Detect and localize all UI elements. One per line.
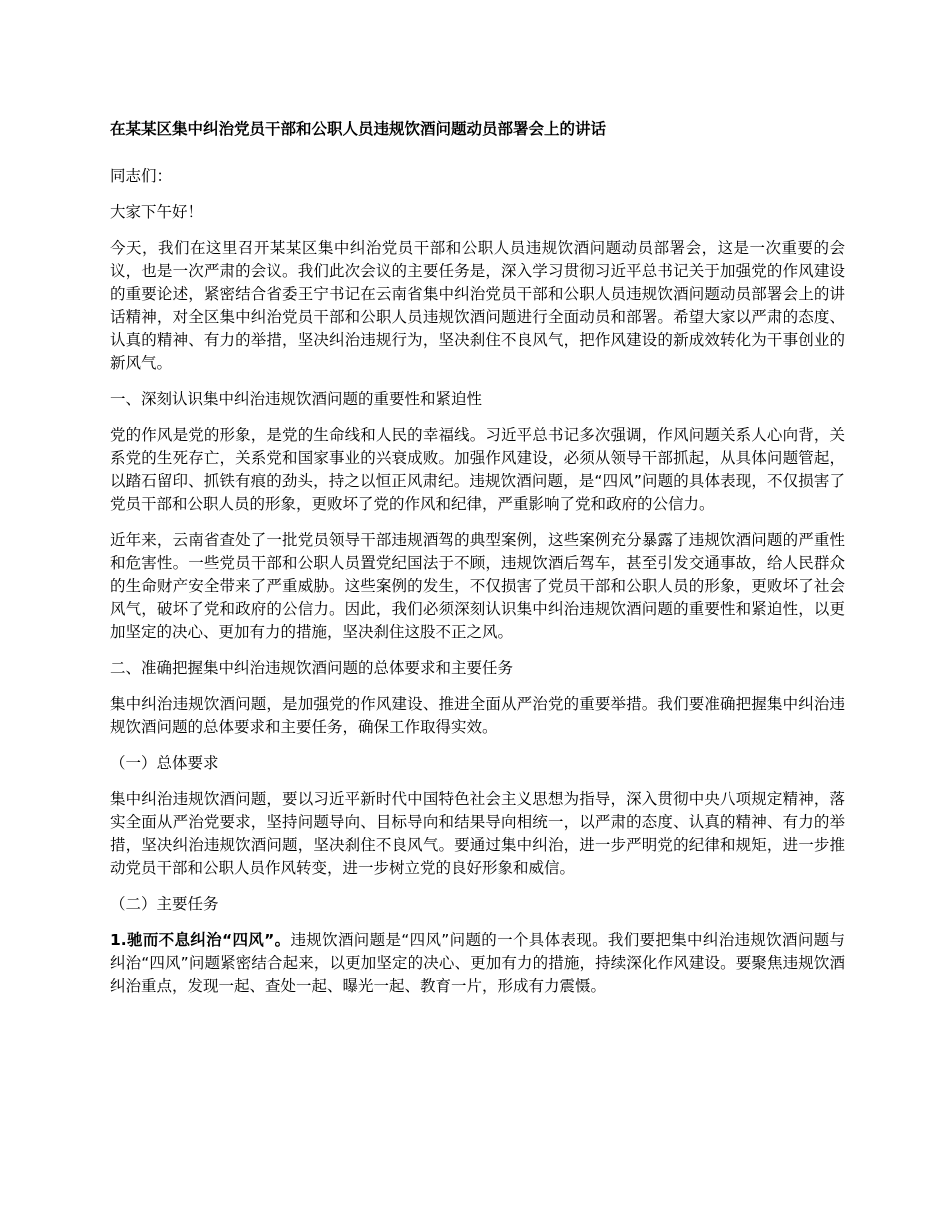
section-1-paragraph-1: 党的作风是党的形象，是党的生命线和人民的幸福线。习近平总书记多次强调，作风问题关系人心向背，关系党的生死存亡，关系党和国家事业的兴衰成败。加强作风建设，必须从领导干部抓起，从具体问题管起，以踏石留印、抓铁有痕的劲头，持之以恒正风肃纪。违规饮酒问题，是“四风”问题的具体表现，不仅损害了党员干部和公职人员的形象，更败坏了党的作风和纪律，严重影响了党和政府的公信力。 [110,426,845,513]
section-1-heading: 一、深刻认识集中纠治违规饮酒问题的重要性和紧迫性 [110,390,483,408]
intro-paragraph: 今天，我们在这里召开某某区集中纠治党员干部和公职人员违规饮酒问题动员部署会，这是一次重要的会议，也是一次严肃的会议。我们此次会议的主要任务是，深入学习贯彻习近平总书记关于加强党的作风建设的重要论述，紧密结合省委王宁书记在云南省集中纠治党员干部和公职人员违规饮酒问题动员部署会上的讲话精神，对全区集中纠治党员干部和公职人员违规饮酒问题进行全面动员和部署。希望大家以严肃的态度、认真的精神、有力的举措，坚决纠治违规行为，坚决刹住不良风气，把作风建设的新成效转化为干事创业的新风气。 [110,239,845,372]
greeting-line: 大家下午好！ [110,203,204,221]
section-2-heading: 二、准确把握集中纠治违规饮酒问题的总体要求和主要任务 [110,659,514,677]
document-title: 在某某区集中纠治党员干部和公职人员违规饮酒问题动员部署会上的讲话 [110,120,607,138]
salutation: 同志们： [110,167,173,185]
subsection-1-heading: （一）总体要求 [110,754,219,772]
section-2-intro-paragraph: 集中纠治违规饮酒问题，是加强党的作风建设、推进全面从严治党的重要举措。我们要准确把握集中纠治违规饮酒问题的总体要求和主要任务，确保工作取得实效。 [110,695,845,736]
subsection-2-heading: （二）主要任务 [110,895,219,913]
subsection-1-paragraph: 集中纠治违规饮酒问题，要以习近平新时代中国特色社会主义思想为指导，深入贯彻中央八项规定精神，落实全面从严治党要求，坚持问题导向、目标导向和结果导向相统一，以严肃的态度、认真的精神、有力的举措，坚决纠治违规饮酒问题，坚决刹住不良风气。要通过集中纠治，进一步严明党的纪律和规矩，进一步推动党员干部和公职人员作风转变，进一步树立党的良好形象和威信。 [110,790,845,877]
task-1-lead: 1.驰而不息纠治“四风”。 [110,931,291,949]
task-1-text: 违规饮酒问题是“四风”问题的一个具体表现。我们要把集中纠治违规饮酒问题与纠治“四风”问题紧密结合起来，以更加坚定的决心、更加有力的措施，持续深化作风建设。要聚焦违规饮酒纠治重点，发现一起、查处一起、曝光一起、教育一片，形成有力震慑。 [110,931,845,995]
section-1-paragraph-2: 近年来，云南省查处了一批党员领导干部违规酒驾的典型案例，这些案例充分暴露了违规饮酒问题的严重性和危害性。一些党员干部和公职人员置党纪国法于不顾，违规饮酒后驾车，甚至引发交通事故，给人民群众的生命财产安全带来了严重威胁。这些案例的发生，不仅损害了党员干部和公职人员的形象，更败坏了社会风气，破坏了党和政府的公信力。因此，我们必须深刻认识集中纠治违规饮酒问题的重要性和紧迫性，以更加坚定的决心、更加有力的措施，坚决刹住这股不正之风。 [110,531,845,641]
task-1-paragraph [110,929,845,998]
